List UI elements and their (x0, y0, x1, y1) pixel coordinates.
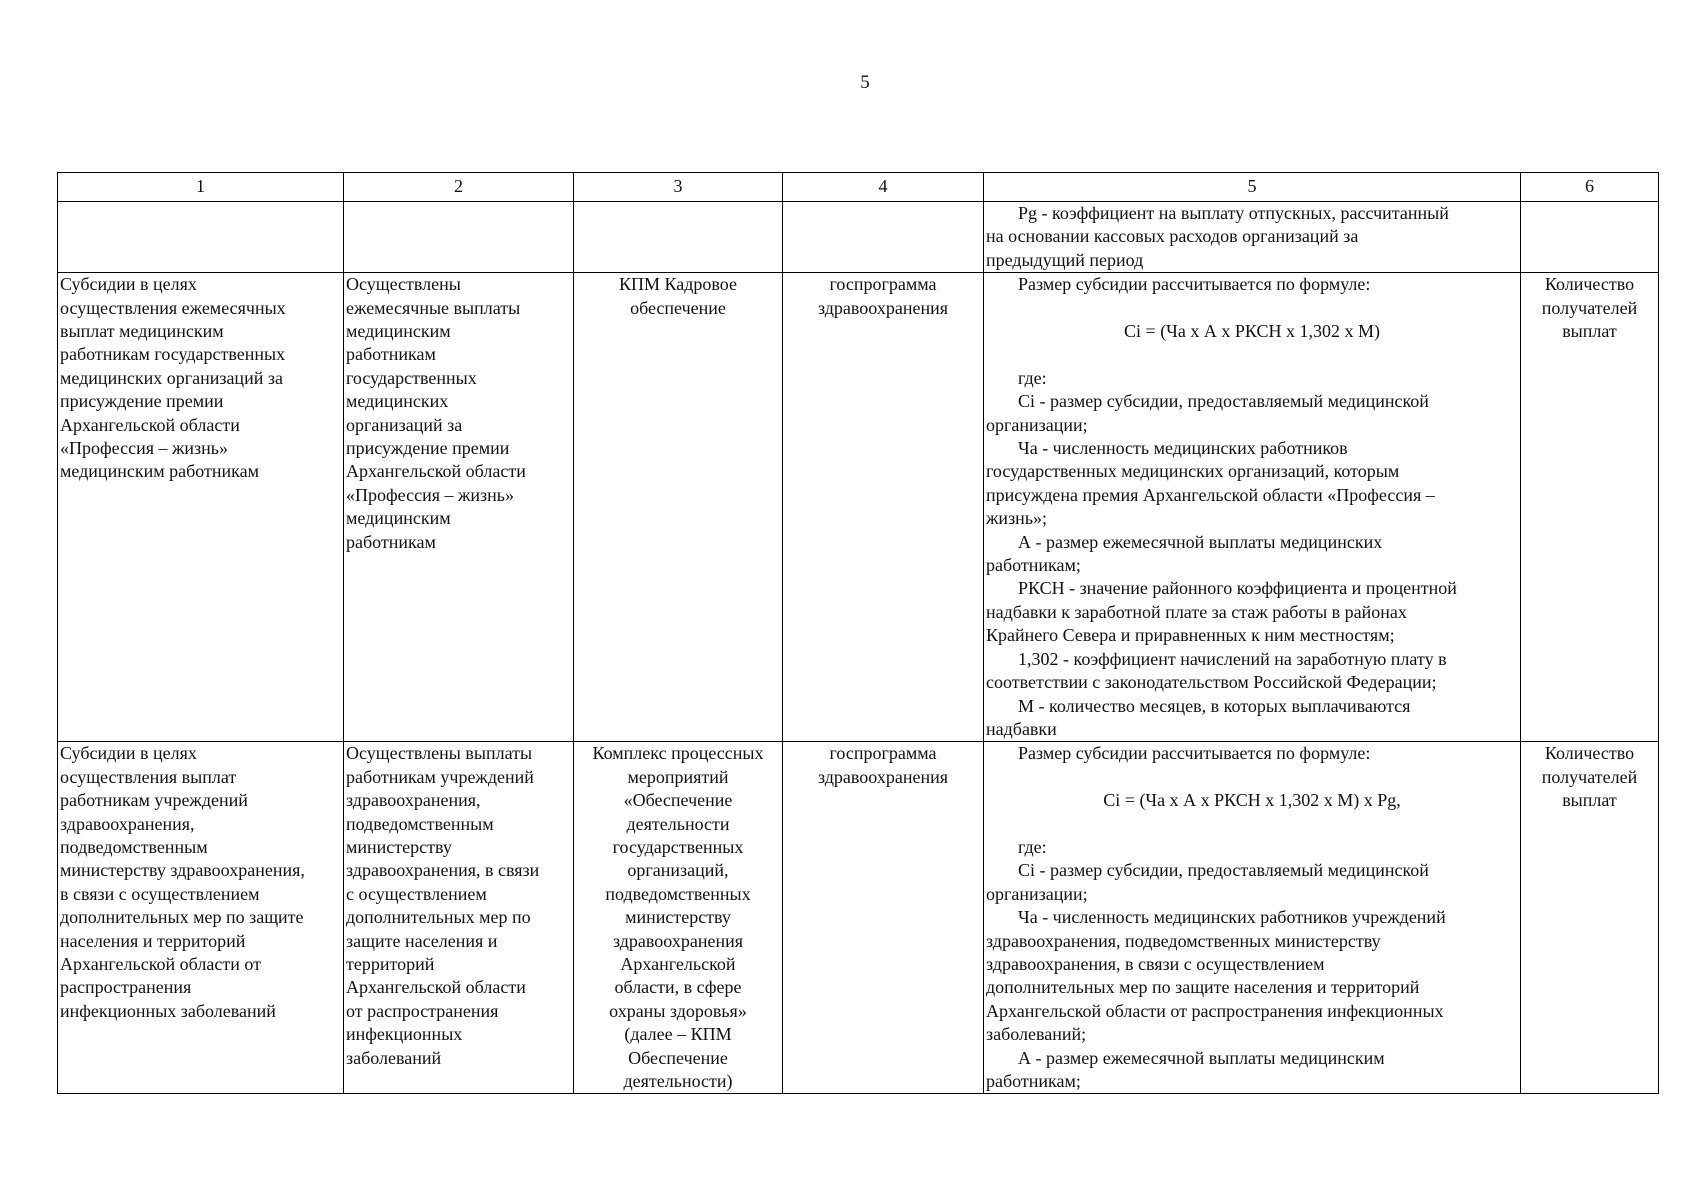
cell-text-line: медицинским (346, 321, 451, 342)
table-cell (783, 202, 984, 273)
cell-text-line: Крайнего Севера и приравненных к ним местностям; (986, 625, 1395, 646)
subsidy-name-cell (58, 742, 344, 1094)
table-cell (1521, 202, 1659, 273)
cell-text-line: обеспечение (630, 297, 726, 318)
cell-text-line: государственных (612, 836, 744, 857)
column-header: 6 (1521, 173, 1659, 202)
table-row (58, 202, 1659, 273)
cell-text-line: «Обеспечение (623, 790, 733, 811)
cell-text-line: медицинских (346, 391, 449, 412)
cell-text-line: «Профессия – жизнь» (60, 438, 229, 459)
state-program-cell (783, 273, 984, 742)
cell-text-line: здравоохранения, (346, 790, 481, 811)
cell-text-line: дополнительных мер по (346, 907, 531, 928)
indicator-cell (1521, 742, 1659, 1094)
cell-text-line: министерству здравоохранения, (60, 860, 305, 881)
cell-text-line: присуждение премии (346, 438, 510, 459)
cell-text-line: Архангельской области (60, 414, 240, 435)
cell-text-line: соответствии с законодательством Российской Федерации; (986, 672, 1437, 693)
cell-text-line: КПМ Кадровое (618, 274, 737, 295)
formula-cell (984, 742, 1521, 1094)
cell-text-line: работникам государственных (60, 344, 286, 365)
cell-text-line: здравоохранения, подведомственных министерству (986, 930, 1381, 951)
cell-text-line: Количество (1544, 274, 1635, 295)
cell-text-line: Pg - коэффициент на выплату отпускных, рассчитанный (1018, 203, 1449, 223)
cell-text-line: Архангельской области (346, 461, 526, 482)
cell-text-line: в связи с осуществлением (60, 883, 260, 904)
cell-text-line: организации; (986, 414, 1088, 435)
cell-text-line: А - размер ежемесячной выплаты медицинских (1018, 531, 1383, 552)
cell-text-line: осуществления ежемесячных (60, 297, 286, 318)
cell-text-line: предыдущий период (986, 249, 1144, 270)
cell-text-line: госпрограмма (829, 274, 937, 295)
cell-text-line: М - количество месяцев, в которых выплачиваются (1018, 695, 1411, 716)
cell-text-line: от распространения (346, 1000, 499, 1021)
subsidy-name-cell (58, 273, 344, 742)
formula-where: где: (1018, 367, 1047, 388)
table-cell (984, 202, 1521, 273)
column-header: 3 (574, 173, 783, 202)
table-cell (344, 202, 574, 273)
cell-text-line: Архангельской области от распространения инфекционных (986, 1000, 1444, 1021)
cell-text-line: мероприятий (627, 766, 729, 787)
cell-text-line: деятельности) (623, 1071, 733, 1091)
cell-text-line: присуждение премии (60, 391, 224, 412)
formula-cell (984, 273, 1521, 742)
cell-text-line: работникам учреждений (60, 790, 248, 811)
cell-text-line: инфекционных (346, 1024, 463, 1045)
cell-text-line: Комплекс процессных (592, 743, 764, 764)
program-cell (574, 742, 783, 1094)
cell-text-line: защите населения и (346, 930, 498, 951)
cell-text-line: Количество (1544, 743, 1635, 764)
cell-text-line: Архангельской области от (60, 953, 261, 974)
cell-text-line: «Профессия – жизнь» (346, 484, 515, 505)
cell-text-line: подведомственных (605, 883, 751, 904)
result-cell (344, 742, 574, 1094)
cell-text-line: заболеваний; (986, 1024, 1087, 1045)
header-row (58, 173, 1659, 202)
cell-text-line: министерству (346, 836, 452, 857)
cell-text-line: надбавки (986, 718, 1057, 739)
cell-text-line: области, в сфере (614, 977, 742, 998)
cell-text-line: медицинских организаций за (60, 367, 283, 388)
cell-text-line: подведомственным (60, 836, 208, 857)
cell-text-line: Ci - размер субсидии, предоставляемый медицинской (1018, 860, 1429, 881)
cell-text-line: (далее – КПМ (624, 1024, 732, 1045)
formula: Ci = (Ча x А x РКСН x 1,302 x М) (1124, 321, 1380, 342)
table-cell (58, 202, 344, 273)
program-cell (574, 273, 783, 742)
cell-text-line: Архангельской (620, 953, 736, 974)
cell-text-line: выплат (1562, 790, 1617, 811)
state-program-cell (783, 742, 984, 1094)
cell-text-line: работникам; (986, 1070, 1081, 1091)
cell-text-line: медицинским работникам (60, 461, 259, 482)
cell-text-line: осуществления выплат (60, 766, 237, 787)
column-header: 5 (984, 173, 1521, 202)
cell-text-line: работникам учреждений (346, 766, 534, 787)
cell-text-line: Осуществлены выплаты (346, 743, 533, 764)
table-cell (574, 202, 783, 273)
cell-text-line: Обеспечение (628, 1047, 728, 1068)
formula-definitions (986, 859, 1518, 1093)
cell-text-line: подведомственным (346, 813, 494, 834)
cell-text-line: выплат (1562, 321, 1617, 342)
cell-text-line: госпрограмма (829, 743, 937, 764)
page-number: 5 (860, 72, 870, 93)
cell-text-line: территорий (346, 953, 435, 974)
cell-text-line: А - размер ежемесячной выплаты медицинским (1018, 1047, 1385, 1068)
cell-text-line: получателей (1541, 297, 1638, 318)
cell-text-line: здравоохранения (817, 766, 949, 787)
table-row (58, 273, 1659, 742)
cell-text-line: на основании кассовых расходов организаций за (986, 226, 1359, 247)
table-row (58, 742, 1659, 1094)
subsidy-table (57, 172, 1659, 1094)
cell-text-line: Субсидии в целях (60, 743, 197, 764)
cell-text-line: инфекционных заболеваний (60, 1000, 276, 1021)
cell-text-line: надбавки к заработной плате за стаж работы в районах (986, 601, 1407, 622)
cell-text-line: здравоохранения (817, 297, 949, 318)
cell-text-line: организации; (986, 883, 1088, 904)
cell-text-line: ежемесячные выплаты (346, 297, 521, 318)
formula-intro: Размер субсидии рассчитывается по формуле: (1018, 743, 1371, 764)
cell-text-line: государственных (346, 367, 477, 388)
cell-text-line: здравоохранения, в связи с осуществлением (986, 953, 1325, 974)
cell-text-line: получателей (1541, 766, 1638, 787)
cell-text-line: присуждена премия Архангельской области «Профессия – (986, 484, 1435, 505)
cell-text-line: с осуществлением (346, 883, 487, 904)
cell-text-line: выплат медицинским (60, 321, 224, 342)
cell-text-line: государственных медицинских организаций, которым (986, 461, 1400, 482)
column-header: 1 (58, 173, 344, 202)
cell-text-line: организаций, (627, 860, 729, 881)
cell-text-line: организаций за (346, 414, 463, 435)
cell-text-line: здравоохранения, в связи (346, 860, 540, 881)
cell-text-line: Ci - размер субсидии, предоставляемый медицинской (1018, 391, 1429, 412)
cell-text-line: деятельности (626, 813, 730, 834)
cell-text-line: распространения (60, 977, 192, 998)
cell-text-line: дополнительных мер по защите (60, 907, 304, 928)
formula-where: где: (1018, 836, 1047, 857)
cell-text-line: населения и территорий (60, 930, 246, 951)
formula-intro: Размер субсидии рассчитывается по формуле: (1018, 274, 1371, 295)
cell-text-line: дополнительных мер по защите населения и территорий (986, 977, 1420, 998)
formula: Ci = (Ча x А x РКСН x 1,302 x М) x Pg, (1103, 790, 1401, 811)
cell-text-line: жизнь»; (986, 508, 1048, 529)
cell-text-line: 1,302 - коэффициент начислений на заработную плату в (1018, 648, 1447, 669)
cell-text-line: работникам (346, 531, 436, 552)
indicator-cell (1521, 273, 1659, 742)
cell-text-line: работникам; (986, 555, 1081, 576)
cell-text-line: Осуществлены (346, 274, 461, 295)
column-header: 2 (344, 173, 574, 202)
cell-text-line: работникам (346, 344, 436, 365)
cell-text-line: министерству (625, 907, 731, 928)
cell-text-line: охраны здоровья» (609, 1000, 747, 1021)
column-header: 4 (783, 173, 984, 202)
cell-text-line: заболеваний (346, 1047, 442, 1068)
cell-text-line: медицинским (346, 508, 451, 529)
result-cell (344, 273, 574, 742)
cell-text-line: здравоохранения, (60, 813, 195, 834)
cell-text-line: здравоохранения (612, 930, 744, 951)
cell-text-line: Ча - численность медицинских работников (1018, 438, 1348, 459)
cell-text-line: Архангельской области (346, 977, 526, 998)
formula-definitions (986, 390, 1518, 741)
cell-text-line: РКСН - значение районного коэффициента и процентной (1018, 578, 1457, 599)
cell-text-line: Субсидии в целях (60, 274, 197, 295)
cell-text-line: Ча - численность медицинских работников учреждений (1018, 907, 1446, 928)
